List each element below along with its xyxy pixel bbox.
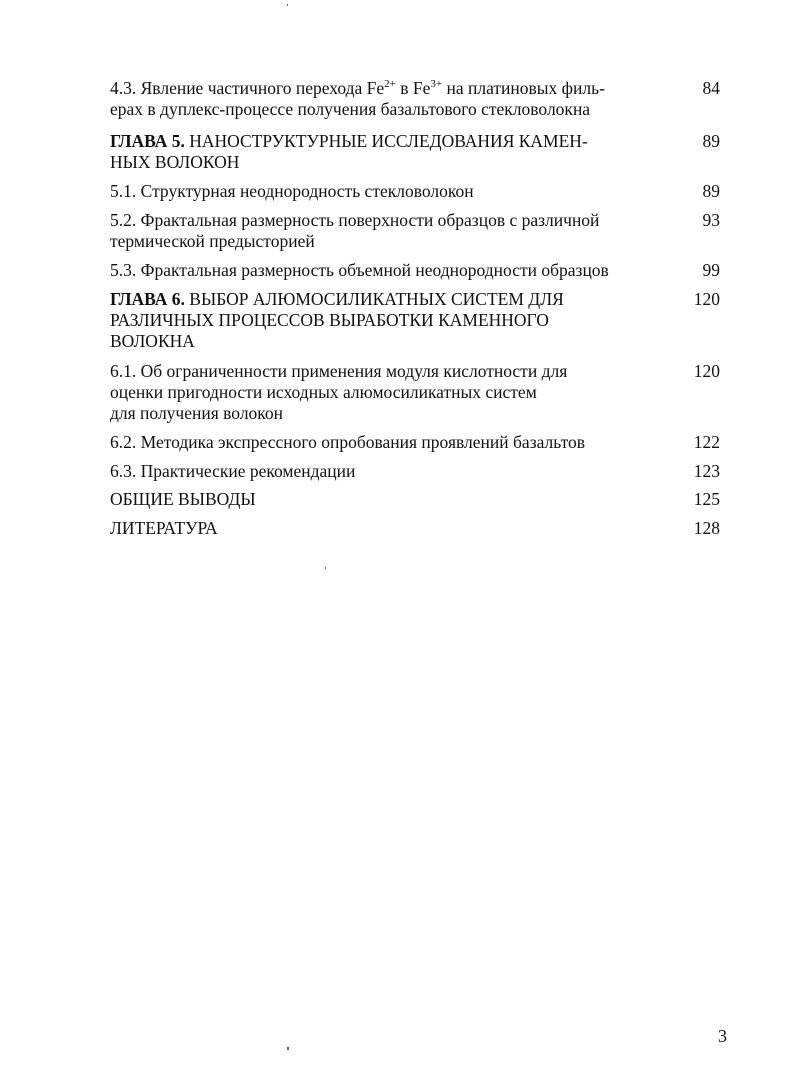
toc-entry-title-prefix: 4.3. Явление частичного перехода Fe — [110, 78, 385, 98]
toc-entry-title — [110, 361, 655, 424]
toc-page-number: 122 — [693, 432, 720, 452]
toc-entry-title: ЛИТЕРАТУРА — [110, 518, 218, 538]
superscript-3plus: 3+ — [430, 78, 443, 90]
toc-entry-title: 6.2. Методика экспрессного опробования проявлений базальтов — [110, 432, 586, 452]
toc-chapter-6[interactable] — [110, 289, 720, 352]
chapter-title-line2: РАЗЛИЧНЫХ ПРОЦЕССОВ ВЫРАБОТКИ КАМЕННОГО — [110, 310, 549, 330]
toc-general-conclusions[interactable] — [110, 489, 720, 510]
toc-entry-title-line1: 6.1. Об ограниченности применения модуля кислотности для — [110, 361, 568, 381]
toc-entry-title: 5.3. Фрактальная размерность объемной неоднородности образцов — [110, 260, 609, 280]
toc-page-number: 120 — [693, 361, 720, 381]
toc-entry-5-3[interactable] — [110, 260, 720, 281]
chapter-title-line2: НЫХ ВОЛОКОН — [110, 152, 240, 172]
chapter-title-line3: ВОЛОКНА — [110, 331, 195, 351]
toc-entry-title-line2: оценки пригодности исходных алюмосиликатных систем — [110, 382, 537, 402]
page-number: 3 — [718, 1026, 727, 1046]
scan-speck — [287, 4, 288, 6]
chapter-title-line1: НАНОСТРУКТУРНЫЕ ИССЛЕДОВАНИЯ КАМЕН- — [184, 131, 588, 151]
toc-entry-title-line1: 5.2. Фрактальная размерность поверхности образцов с различной — [110, 210, 600, 230]
toc-entry-title — [110, 78, 655, 120]
toc-page-number: 84 — [702, 78, 720, 98]
toc-page-number: 89 — [702, 131, 720, 151]
toc-literature[interactable] — [110, 518, 720, 539]
chapter-label: ГЛАВА 6. — [110, 289, 185, 309]
toc-page-number: 120 — [693, 289, 720, 309]
toc-page-number: 93 — [702, 210, 720, 230]
toc-chapter-5[interactable] — [110, 131, 720, 173]
toc-entry-title: ОБЩИЕ ВЫВОДЫ — [110, 489, 256, 509]
toc-entry-5-2[interactable] — [110, 210, 720, 252]
chapter-title-line1: ВЫБОР АЛЮМОСИЛИКАТНЫХ СИСТЕМ ДЛЯ — [184, 289, 564, 309]
toc-entry-4-3[interactable] — [110, 78, 720, 120]
toc-page-number: 128 — [693, 518, 720, 538]
scan-speck — [325, 567, 326, 569]
toc-page-number: 89 — [702, 181, 720, 201]
toc-entry-title-line2: термической предысторией — [110, 231, 315, 251]
toc-page-number: 99 — [702, 260, 720, 280]
scan-speck — [287, 1047, 289, 1050]
toc-entry-6-2[interactable] — [110, 432, 720, 453]
toc-entry-6-3[interactable] — [110, 461, 720, 482]
toc-chapter-title — [110, 131, 655, 173]
toc-entry-title-line2: ерах в дуплекс-процессе получения базальтового стекловолокна — [110, 99, 591, 119]
toc-chapter-title — [110, 289, 655, 352]
toc-entry-title — [110, 210, 655, 252]
chapter-label: ГЛАВА 5. — [110, 131, 185, 151]
toc-entry-title-suffix: на платиновых филь- — [442, 78, 605, 98]
toc-entry-title-line3: для получения волокон — [110, 403, 284, 423]
toc-entry-title-middle: в Fe — [395, 78, 431, 98]
toc-entry-5-1[interactable] — [110, 181, 720, 202]
toc-page-number: 125 — [693, 489, 720, 509]
toc-entry-6-1[interactable] — [110, 361, 720, 424]
toc-entry-title: 5.1. Структурная неоднородность стекловолокон — [110, 181, 474, 201]
toc-page-number: 123 — [693, 461, 720, 481]
toc-entry-title: 6.3. Практические рекомендации — [110, 461, 356, 481]
superscript-2plus: 2+ — [384, 78, 396, 90]
